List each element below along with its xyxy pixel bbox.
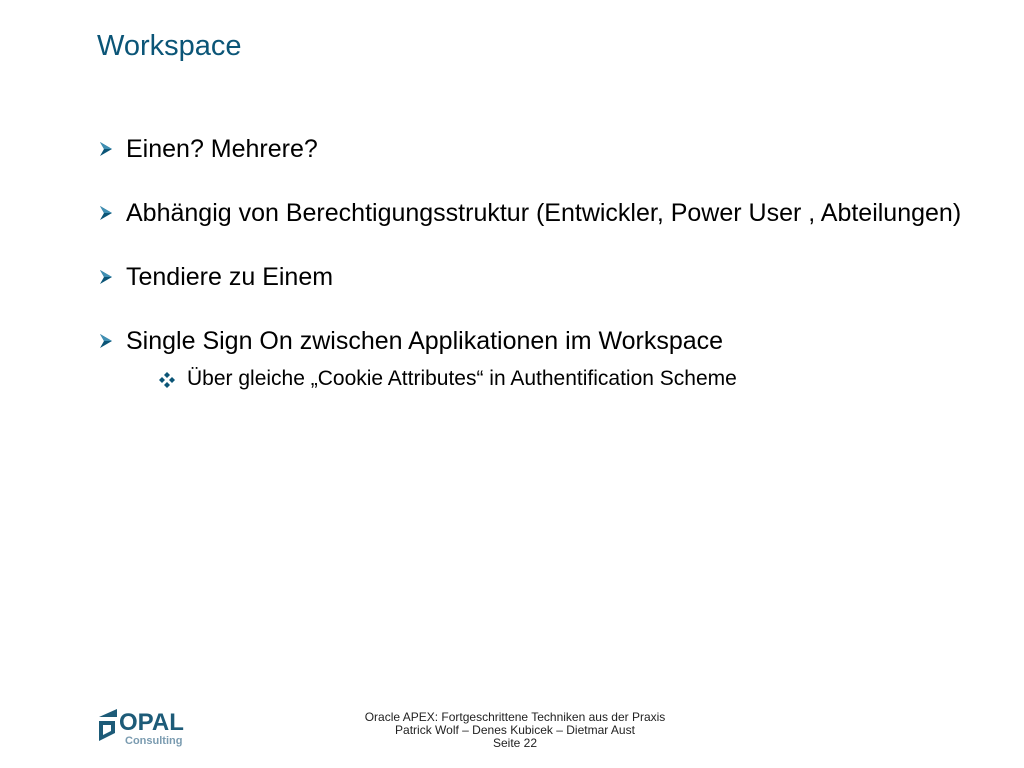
bullet-item [98, 134, 978, 164]
footer-page-number: Seite 22 [492, 736, 538, 750]
arrow-bullet-icon [98, 333, 114, 349]
arrow-bullet-icon [98, 205, 114, 221]
diamond-bullet-icon [159, 372, 175, 388]
svg-text:OPAL: OPAL [119, 709, 184, 736]
bullet-text: Einen? Mehrere? [126, 135, 318, 163]
footer-authors: Patrick Wolf – Denes Kubicek – Dietmar Aust [395, 723, 635, 737]
bullet-text: Single Sign On zwischen Applikationen im Workspace [126, 327, 724, 355]
arrow-bullet-icon [98, 141, 114, 157]
footer-presentation-title: Oracle APEX: Fortgeschrittene Techniken aus der Praxis [364, 710, 666, 724]
bullet-item [98, 262, 978, 292]
arrow-bullet-icon [98, 269, 114, 285]
bullet-text: Tendiere zu Einem [126, 263, 334, 291]
bullet-item [98, 198, 978, 228]
sub-bullet-text: Über gleiche „Cookie Attributes“ in Authentification Scheme [187, 367, 737, 390]
opal-logo [97, 703, 197, 748]
bullet-list [98, 134, 978, 392]
slide-title: Workspace [97, 30, 242, 62]
svg-text:Consulting: Consulting [125, 735, 183, 747]
bullet-text: Abhängig von Berechtigungsstruktur (Entwickler, Power User , Abteilungen) [126, 199, 962, 227]
footer [300, 711, 730, 750]
sub-bullet-item [159, 366, 978, 392]
bullet-item [98, 326, 978, 356]
